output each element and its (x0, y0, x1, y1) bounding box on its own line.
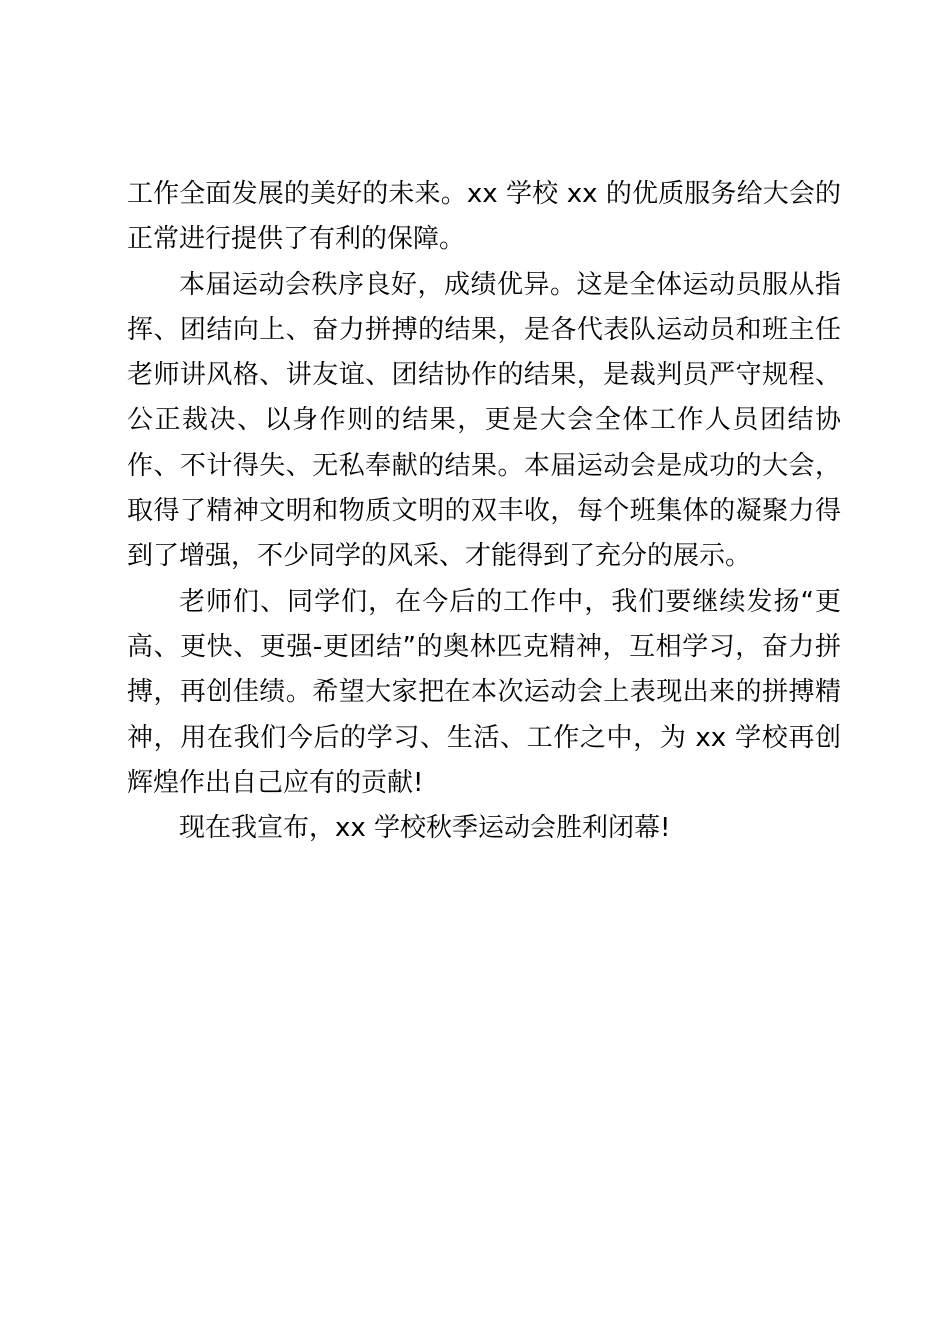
paragraph-meeting-results: 本届运动会秩序良好，成绩优异。这是全体运动员服从指挥、团结向上、奋力拼搏的结果，是各代表队运动员和班主任老师讲风格、讲友谊、团结协作的结果，是裁判员严守规程、公正裁决、以身作则的结果，更是大会全体工作人员团结协作、不计得失、无私奉献的结果。本届运动会是成功的大会，取得了精神文明和物质文明的双丰收，每个班集体的凝聚力得到了增强，不少同学的风采、才能得到了充分的展示。 (127, 269, 841, 572)
paragraph-olympic-spirit: 老师们、同学们，在今后的工作中，我们要继续发扬“更高、更快、更强-更团结”的奥林匹克精神，互相学习，奋力拼搏，再创佳绩。希望大家把在本次运动会上表现出来的拼搏精神，用在我们今后的学习、生活、工作之中，为 xx 学校再创辉煌作出自己应有的贡献! (127, 586, 841, 798)
paragraph-continuation: 工作全面发展的美好的未来。xx 学校 xx 的优质服务给大会的正常进行提供了有利的保障。 (127, 179, 841, 255)
paragraph-closing-declaration: 现在我宣布，xx 学校秋季运动会胜利闭幕! (179, 813, 671, 844)
document-body (127, 172, 841, 851)
